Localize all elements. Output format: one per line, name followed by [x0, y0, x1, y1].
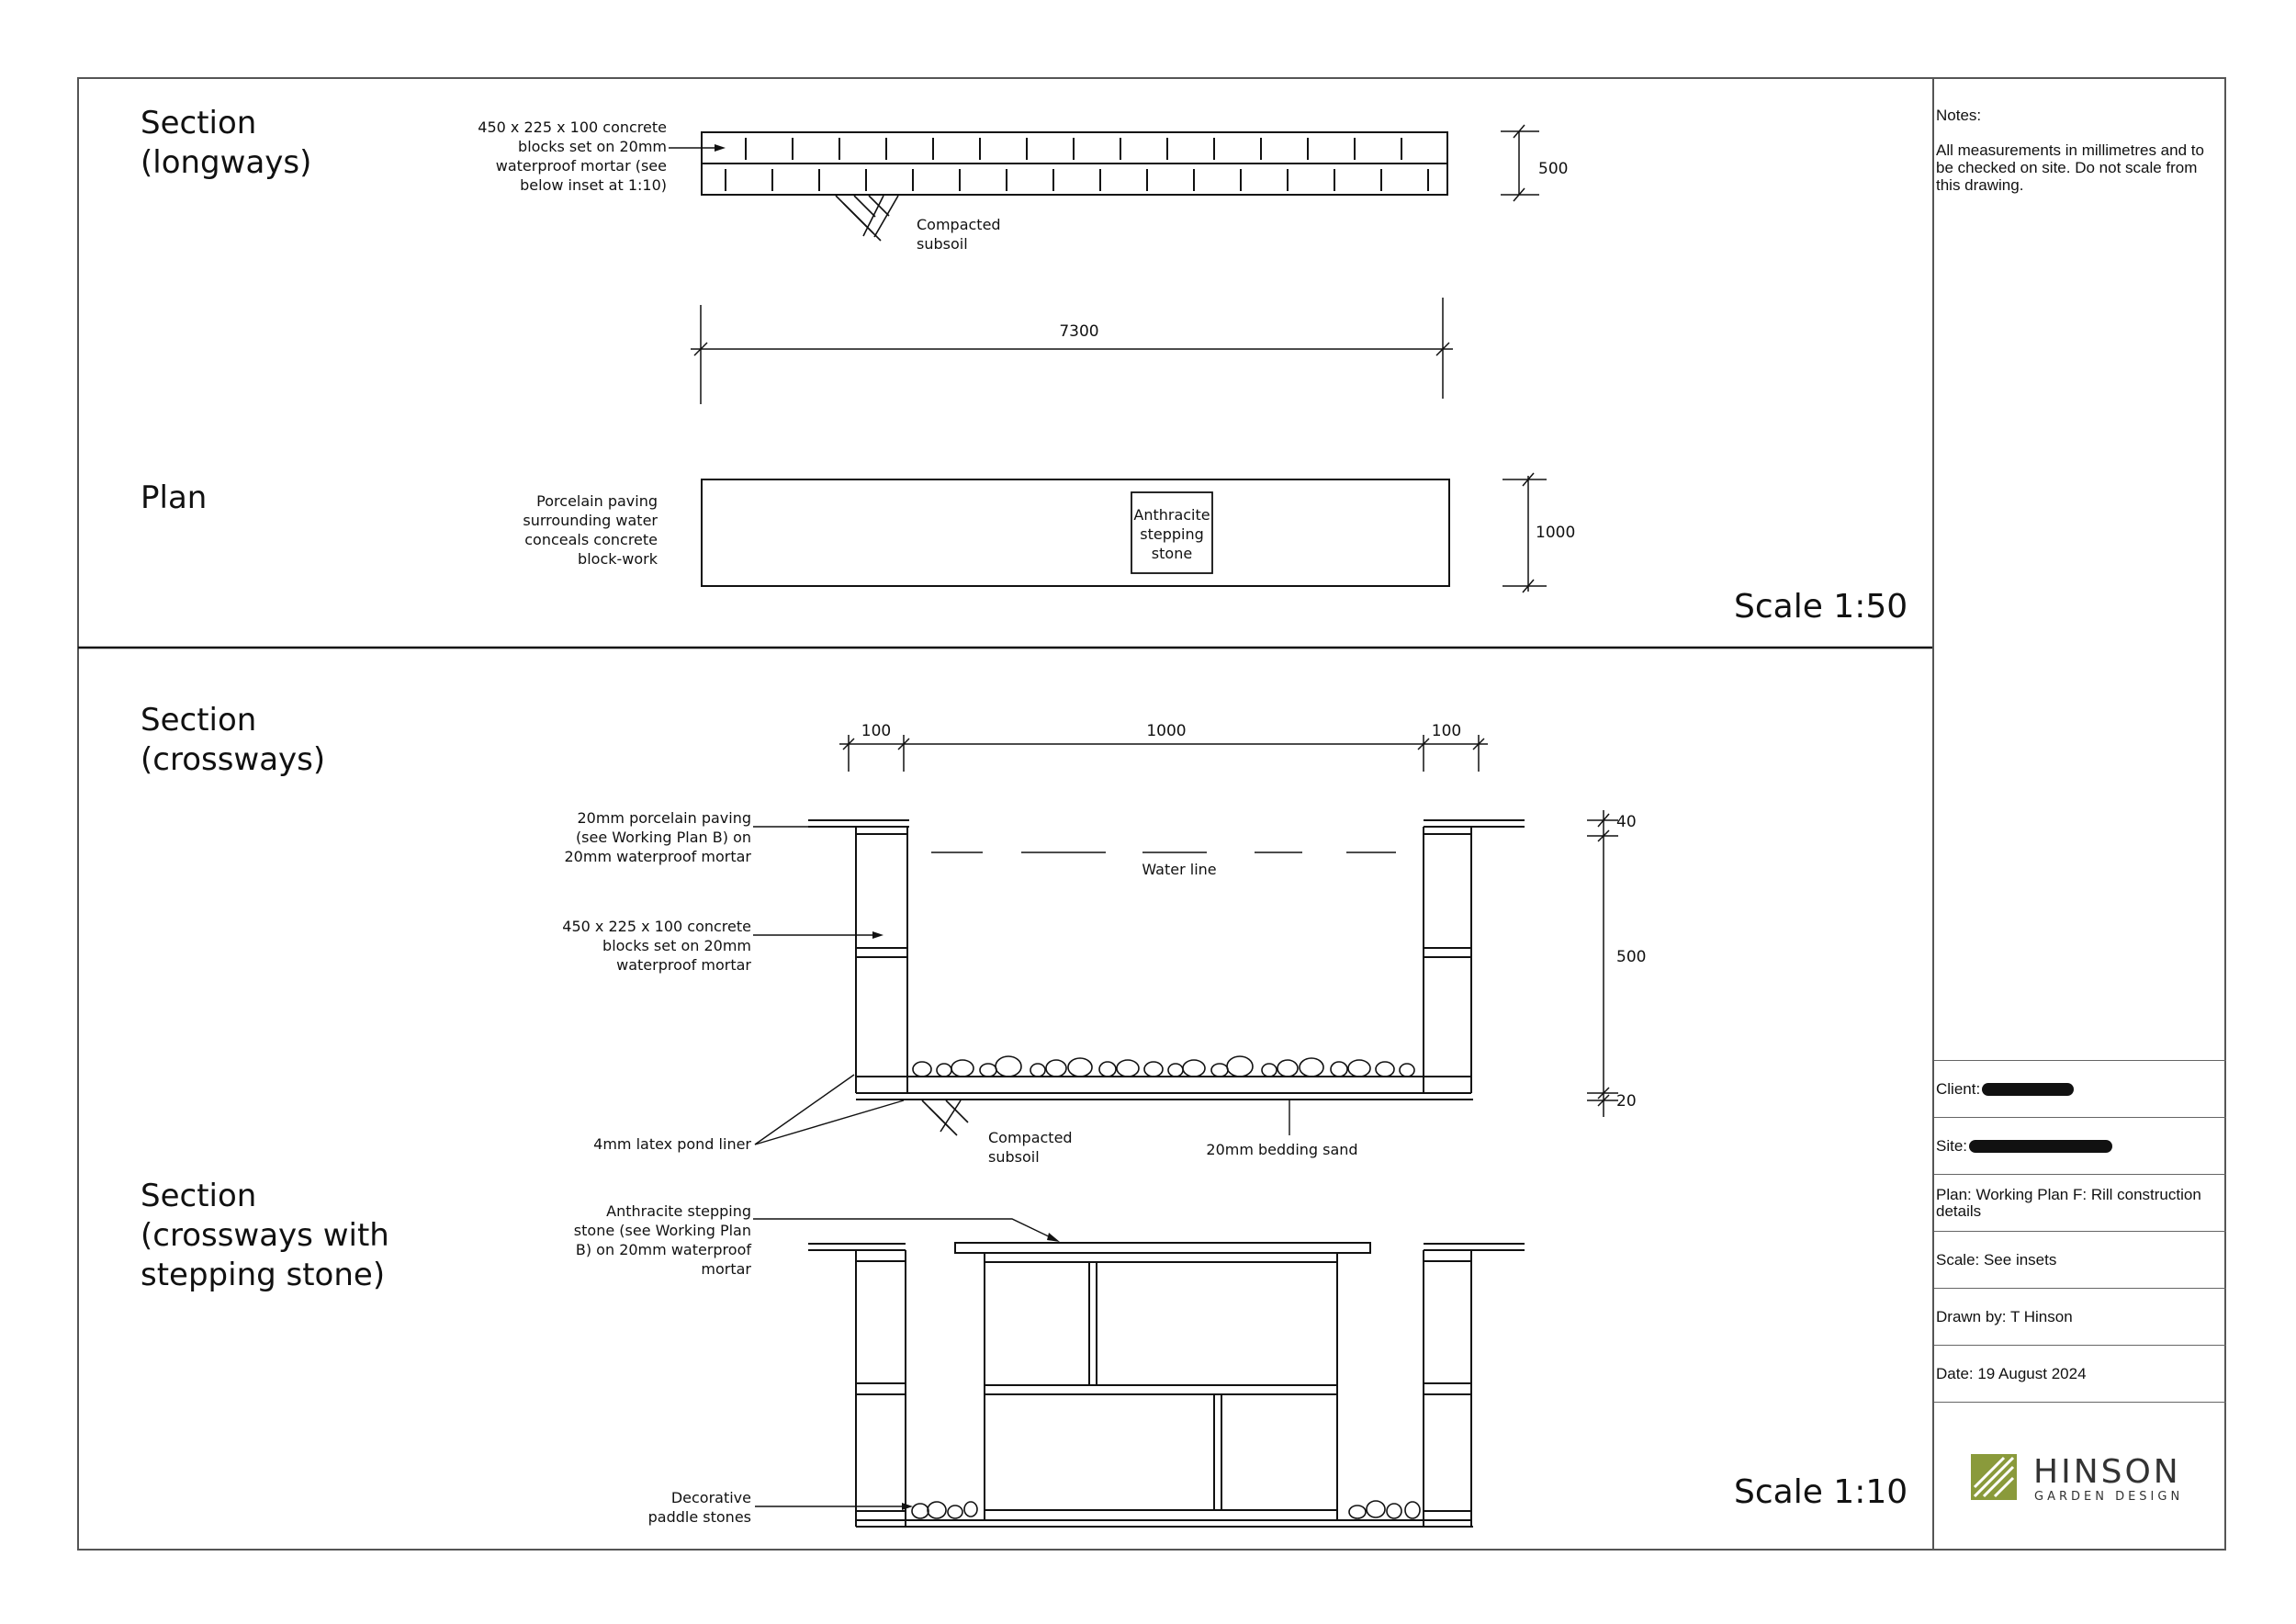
title-section-longways-1: Section [141, 105, 257, 141]
crossways-subsoil-label-2: subsoil [988, 1148, 1040, 1166]
svg-text:paddle stones: paddle stones [647, 1508, 751, 1526]
svg-text:(see Working Plan B) on: (see Working Plan B) on [575, 829, 751, 846]
crossways-dim-left: 100 [861, 722, 892, 740]
site-row [1934, 1117, 2226, 1174]
notes-panel [1936, 107, 2221, 211]
svg-text:20mm porcelain paving: 20mm porcelain paving [577, 809, 751, 827]
longways-block-note [478, 118, 667, 194]
crossways-paving-note [565, 809, 752, 865]
longways-subsoil-label-2: subsoil [917, 235, 968, 253]
plan-row [1934, 1174, 2226, 1231]
plan-rill-outline [702, 479, 1449, 586]
svg-text:450 x 225 x 100 concrete: 450 x 225 x 100 concrete [478, 118, 667, 136]
svg-text:stone (see Working Plan: stone (see Working Plan [573, 1222, 751, 1239]
svg-text:blocks set on 20mm: blocks set on 20mm [518, 138, 667, 155]
stepping-stone-note [574, 1202, 752, 1278]
svg-text:waterproof mortar (see: waterproof mortar (see [495, 157, 667, 175]
svg-text:surrounding water: surrounding water [523, 512, 658, 529]
svg-text:Decorative: Decorative [670, 1489, 751, 1506]
client-label: Client: [1936, 1079, 1981, 1098]
logo-name: HINSON [2033, 1453, 2181, 1491]
scale-lower: Scale 1:10 [1734, 1473, 1908, 1511]
crossways-liner-note: 4mm latex pond liner [593, 1135, 751, 1153]
crossways-top-dimension [839, 735, 1488, 772]
svg-text:block-work: block-work [578, 550, 658, 568]
plan-width-label: 1000 [1536, 524, 1576, 542]
notes-heading: Notes: [1936, 107, 1982, 124]
plan-stone-label [1133, 506, 1210, 562]
logo-divider [1934, 1402, 2226, 1410]
site-redaction [1969, 1140, 2112, 1153]
title-section-crossways-1: Section [141, 702, 257, 739]
title-section-crossways-2: (crossways) [141, 741, 326, 778]
title-section-stepping-1: Section [141, 1178, 257, 1214]
title-section-stepping-3: stepping stone) [141, 1257, 386, 1293]
crossways-liner-leader-2 [755, 1100, 904, 1145]
stepping-structure [808, 1243, 1525, 1527]
longways-blockwork [702, 132, 1447, 195]
drawn-by-label: Drawn by: T Hinson [1936, 1307, 2073, 1325]
scale-label: Scale: See insets [1936, 1250, 2057, 1269]
plan-label: Plan: Working Plan F: Rill construction details [1936, 1185, 2201, 1220]
svg-text:below inset at 1:10): below inset at 1:10) [520, 176, 667, 194]
site-label: Site: [1936, 1136, 1968, 1155]
plan-paving-note [523, 492, 658, 568]
scale-row [1934, 1231, 2226, 1288]
longways-length-dimension [691, 298, 1453, 404]
stepping-pebbles-arrow [902, 1503, 913, 1510]
notes-body: All measurements in millimetres and to be checked on site. Do not scale from this drawing. [1936, 141, 2204, 194]
stepping-stone-leader [753, 1219, 1056, 1240]
crossways-dim-height: 500 [1616, 948, 1647, 966]
longways-subsoil-hatch [836, 196, 898, 241]
svg-text:stone: stone [1151, 545, 1193, 562]
title-plan: Plan [141, 479, 208, 516]
logo-tagline: GARDEN DESIGN [2034, 1490, 2184, 1504]
svg-text:20mm waterproof mortar: 20mm waterproof mortar [564, 848, 751, 865]
longways-subsoil-label-1: Compacted [917, 216, 1001, 233]
title-section-longways-2: (longways) [141, 144, 312, 181]
crossways-sand-label: 20mm bedding sand [1206, 1141, 1358, 1158]
crossways-pebbles [913, 1056, 1414, 1077]
crossways-dim-top: 40 [1616, 813, 1637, 831]
stepping-pebbles-note [648, 1489, 751, 1526]
svg-text:stepping: stepping [1140, 525, 1204, 543]
svg-text:mortar: mortar [701, 1260, 751, 1278]
title-section-stepping-2: (crossways with [141, 1217, 389, 1254]
longways-height-dimension [1501, 125, 1539, 201]
svg-text:waterproof mortar: waterproof mortar [616, 956, 751, 974]
stepping-stone-arrow [1047, 1233, 1060, 1242]
client-redaction [1982, 1083, 2074, 1096]
longways-note-arrow [715, 144, 726, 152]
crossways-dim-base: 20 [1616, 1092, 1637, 1111]
svg-text:450 x 225 x 100 concrete: 450 x 225 x 100 concrete [562, 918, 751, 935]
crossways-subsoil-hatch [922, 1100, 968, 1135]
date-row [1934, 1345, 2226, 1402]
crossways-block-note [562, 918, 751, 974]
crossways-side-dimension [1587, 810, 1618, 1117]
crossways-water-line-label: Water line [1142, 861, 1217, 878]
crossways-dim-right: 100 [1431, 722, 1462, 740]
svg-text:conceals concrete: conceals concrete [524, 531, 658, 548]
crossways-liner-leader-1 [755, 1075, 854, 1145]
svg-text:Porcelain paving: Porcelain paving [536, 492, 658, 510]
crossways-subsoil-label-1: Compacted [988, 1129, 1073, 1146]
svg-text:Anthracite: Anthracite [1133, 506, 1210, 524]
svg-text:B) on 20mm waterproof: B) on 20mm waterproof [575, 1241, 751, 1258]
drawn-by-row [1934, 1288, 2226, 1345]
longways-length-label: 7300 [1059, 322, 1099, 341]
crossways-dim-mid: 1000 [1146, 722, 1187, 740]
scale-upper: Scale 1:50 [1734, 588, 1908, 626]
date-label: Date: 19 August 2024 [1936, 1364, 2087, 1382]
longways-height-label: 500 [1538, 160, 1569, 178]
svg-text:Anthracite stepping: Anthracite stepping [606, 1202, 751, 1220]
crossways-block-arrow [872, 931, 884, 939]
svg-text:blocks set on 20mm: blocks set on 20mm [602, 937, 751, 954]
client-row [1934, 1060, 2226, 1117]
title-block [1932, 77, 2226, 1551]
